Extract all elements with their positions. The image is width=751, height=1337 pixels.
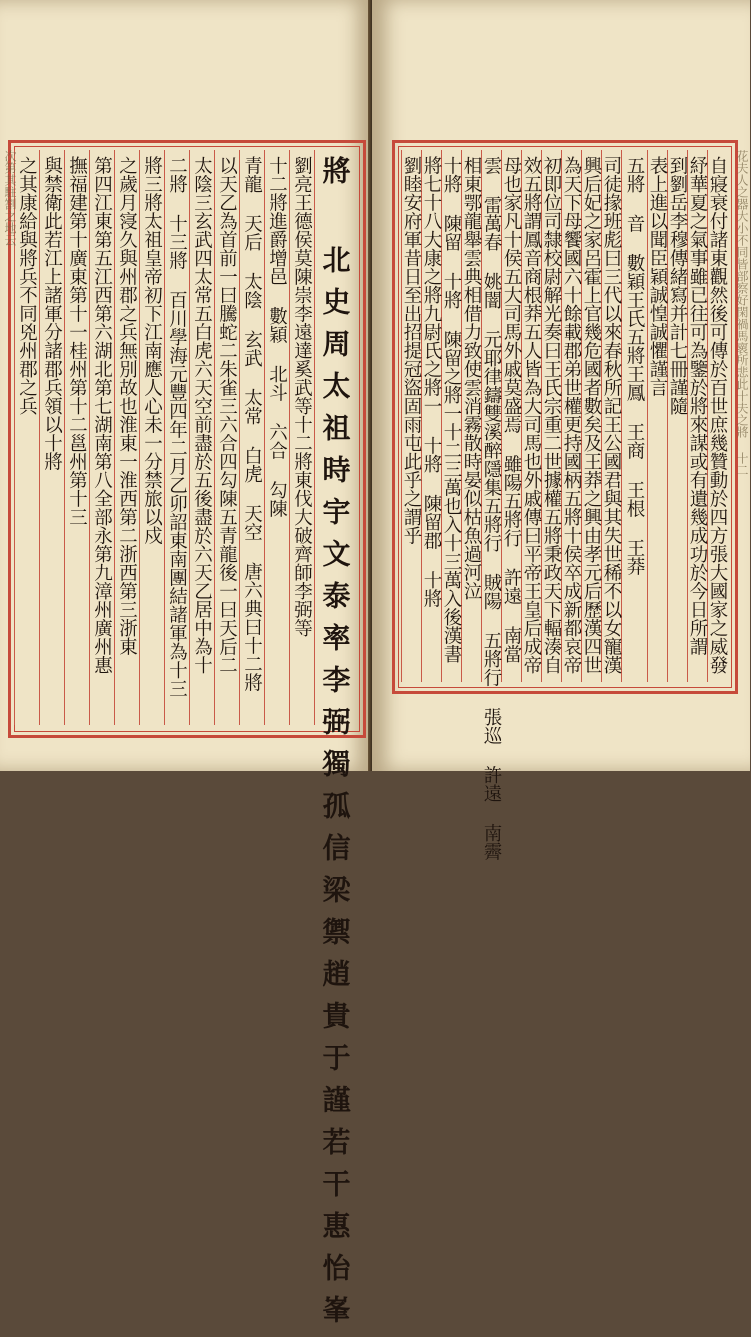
right-col-2: 紓華夏之氣事雖已往可為鑒於將來謀或有遺幾成功於今日所謂 [687, 150, 707, 682]
right-col-12: 雲 雷萬春 姚闇 元耶律鑄雙溪醉隱集五將行 賊陽 五將行 張巡 許遠 南霽 [481, 150, 501, 682]
right-col-10: 效五將謂鳳音商根莽五人皆為大司馬也外戚傳曰平帝王皇后成帝 [521, 150, 541, 682]
right-col-9: 初即位司隸校尉解光奏曰王氏宗重二世據權五將秉政天下輻湊自 [541, 150, 561, 682]
left-col-7: 二將 十三將 百川學海元豐四年二月乙卯詔東南團結諸軍為十三 [164, 150, 189, 725]
left-col-2: 劉亮王德侯莫陳崇李遠達奚武等十二將東伐大破齊師李弼等 [289, 150, 314, 725]
right-col-16: 劉睦安府軍昔日至出招提冠盜固雨屯此乎之謂乎 [401, 150, 421, 682]
left-col-12: 與禁衛此若江上諸軍分諸郡兵領以十將 [39, 150, 64, 725]
right-col-6: 司徒掾班彪曰三代以來春秋所記王公國君與其失世稀不以女寵漢 [601, 150, 621, 682]
left-margin-marks: 次第其駐劄之地云 [3, 150, 17, 246]
left-col-8: 將三將太祖皇帝初下江南應人心未一分禁旅以戍 [139, 150, 164, 725]
right-col-14: 十將 陳留 十將 陳留之將一十二三萬也入十三萬入後漢書 [441, 150, 461, 682]
right-col-15: 將七十八大康之將九尉氏之將一 十將 陳留郡 十將 [421, 150, 441, 682]
right-col-4: 表上進以聞臣穎誠惶誠懼謹言 [647, 150, 667, 682]
right-col-11: 母也家凡十侯五大司馬外戚莫盛焉 雖陽五將行 許遠 南當 [501, 150, 521, 682]
left-col-13: 之其康給與將兵不同兇州郡之兵 [14, 150, 39, 725]
right-page [372, 0, 750, 861]
left-col-4: 青龍 天后 太陰 玄武 太常 白虎 天空 唐六典曰十二將 [239, 150, 264, 725]
left-col-9: 之歲月寖久與州郡之兵無別故也淮東一淮西第二浙西第三浙東 [114, 150, 139, 725]
left-col-3: 十二將進爵增邑 數穎 北斗 六合 勾陳 [264, 150, 289, 725]
left-col-5: 以天乙為首前一曰騰蛇二朱雀三六合四勾陳五青龍後一曰天后二 [214, 150, 239, 725]
right-col-5-title: 五將 音 數穎王氏五將王鳳 王商 王根 王莽 [621, 150, 647, 682]
left-col-6: 太陰三玄武四太常五白虎六天空前盡於五後盡於六天乙居中為十 [189, 150, 214, 725]
right-col-7: 興后妃之家呂霍上官幾危國者數矣及王莽之興由孝元后歷漢四世 [581, 150, 601, 682]
right-col-1: 自寢衰付諸東觀然後可傳於百世庶幾贊動於四方張大國家之威發 [707, 150, 727, 682]
left-col-11: 撫福建第十廣東第十一桂州第十二邕州第十三 [64, 150, 89, 725]
right-col-13: 相東鄂龍舉雲典相借力致使雲消霧散時晏似枯魚過河泣 [461, 150, 481, 682]
left-col-10: 第四江東第五江西第六湖北第七湖南第八全部永第九漳州廣州惠 [89, 150, 114, 725]
left-text-columns [14, 150, 354, 1337]
right-col-3: 到劉岳李穆傳緒寫并計七冊謹隨 [667, 150, 687, 682]
left-col-title: 將 北史周太祖時宇文泰率李弼獨孤信梁禦趙貴于謹若干惠怡峯 [314, 150, 354, 725]
left-page [0, 0, 372, 1337]
right-text-columns [399, 150, 728, 861]
right-col-8: 為天下母饗國六十餘載郡弟世權更持國柄五將十侯卒成新都哀帝 [561, 150, 581, 682]
right-margin-marks: 花夫人之器大小不同皆部察好閑禍馬褱所悲此十夫之將 十二 [735, 150, 749, 476]
